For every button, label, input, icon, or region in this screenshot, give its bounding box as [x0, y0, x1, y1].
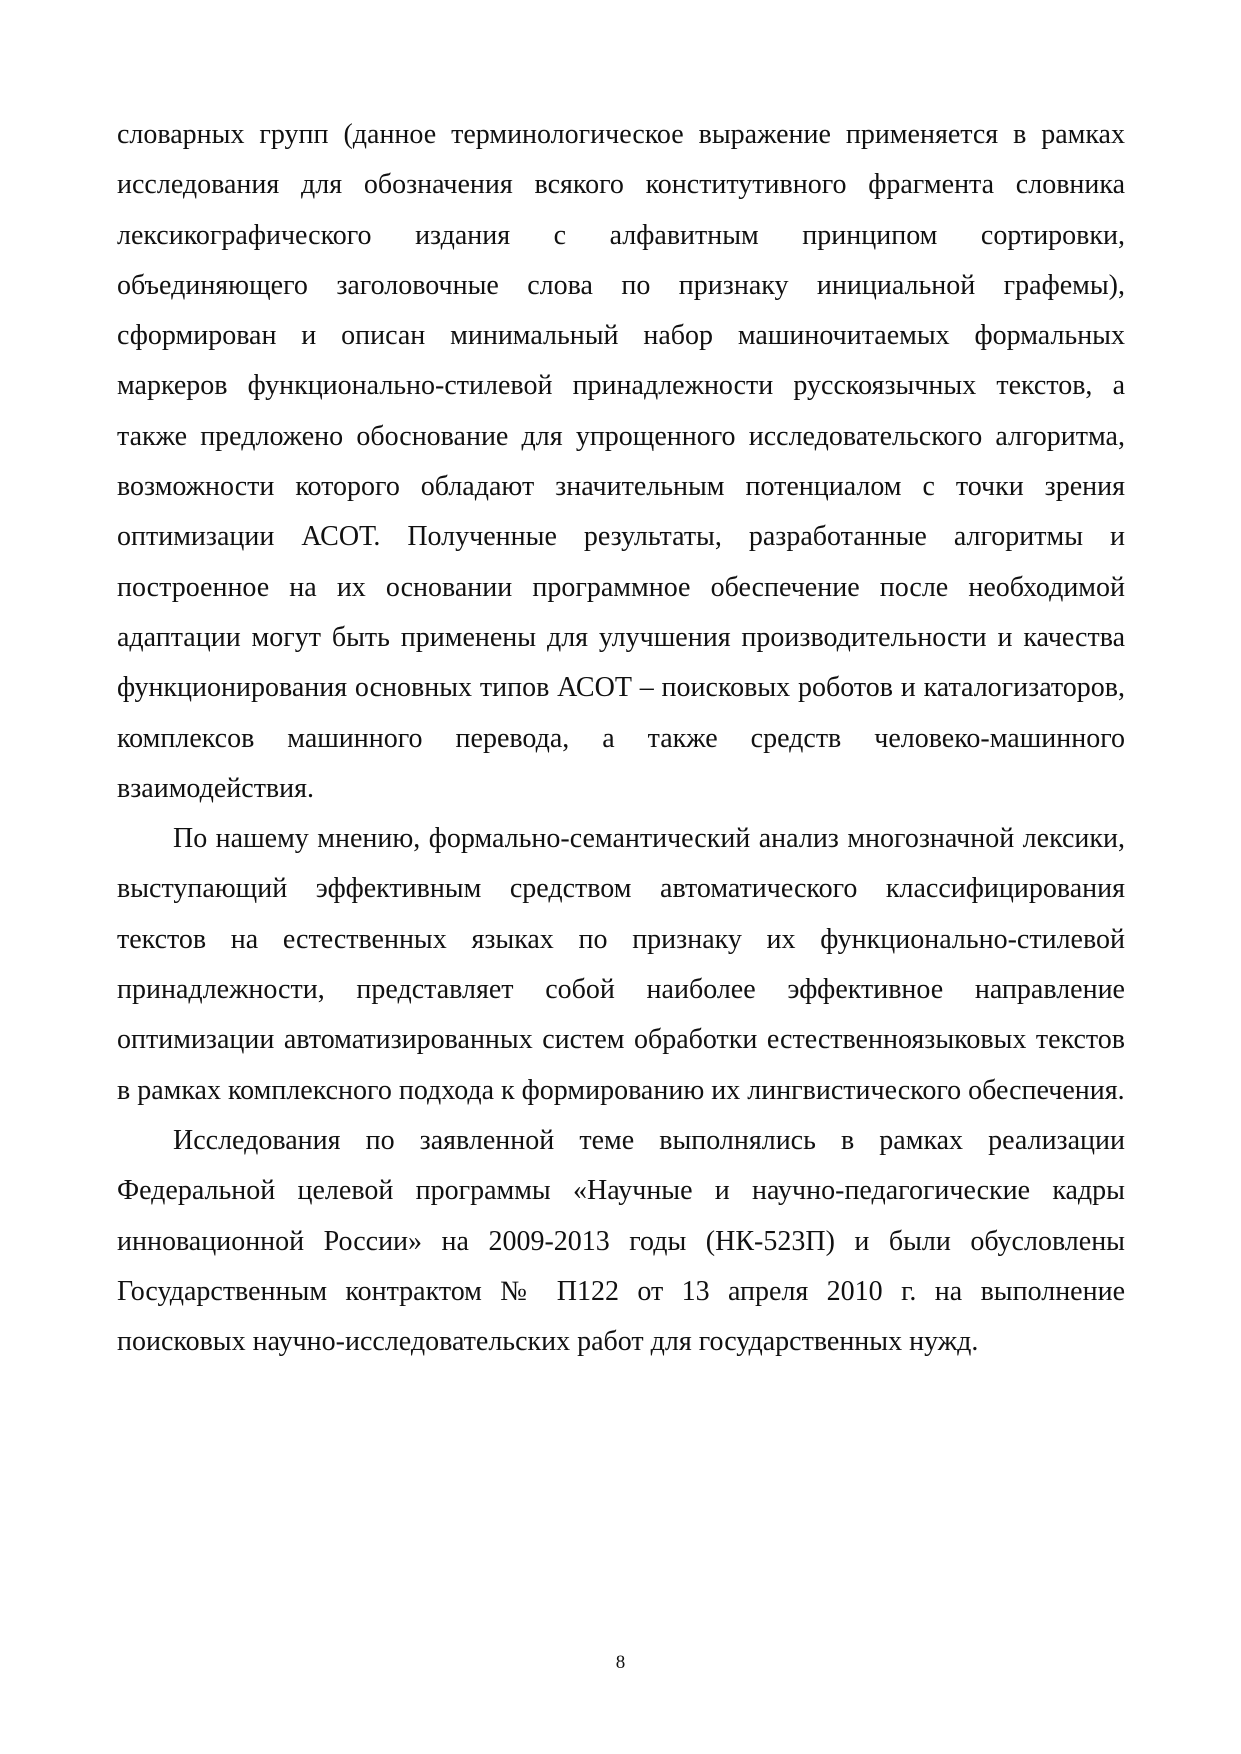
paragraph-continuation: словарных групп (данное терминологическое выражение применяется в рамках исследования для обозначения всякого конститутивного фрагмента словника лексикографического издания с алфавитным принципом сортировки, объединяющего заголовочные слова по признаку инициальной графемы), сформирован и описан минимальный набор машиночитаемых формальных маркеров функционально-стилевой принадлежности русскоязычных текстов, а также предложено обоснование для упрощенного исследовательского алгоритма, возможности которого обладают значительным потенциалом с точки зрения оптимизации АСОТ. Полученные результаты, разработанные алгоритмы и построенное на их основании программное обеспечение после необходимой адаптации могут быть применены для улучшения производительности и качества функционирования основных типов АСОТ – поисковых роботов и каталогизаторов, комплексов машинного перевода, а также средств человеко-машинного взаимодействия.	[117, 119, 1125, 804]
paragraph-funding: Исследования по заявленной теме выполнялись в рамках реализации Федеральной целевой программы «Научные и научно-педагогические кадры инновационной России» на 2009-2013 годы (НК-523П) и были обусловлены Государственным контрактом № П122 от 13 апреля 2010 г. на выполнение поисковых научно-исследовательских работ для государственных нужд.	[117, 1124, 1125, 1358]
page-number: 8	[615, 1652, 626, 1673]
paragraph-opinion: По нашему мнению, формально-семантический анализ многозначной лексики, выступающий эффективным средством автоматического классифицирования текстов на естественных языках по признаку их функционально-стилевой принадлежности, представляет собой наиболее эффективное направление оптимизации автоматизированных систем обработки естественноязыковых текстов в рамках комплексного подхода к формированию их лингвистического обеспечения.	[117, 823, 1125, 1106]
page-body	[117, 110, 1125, 1367]
